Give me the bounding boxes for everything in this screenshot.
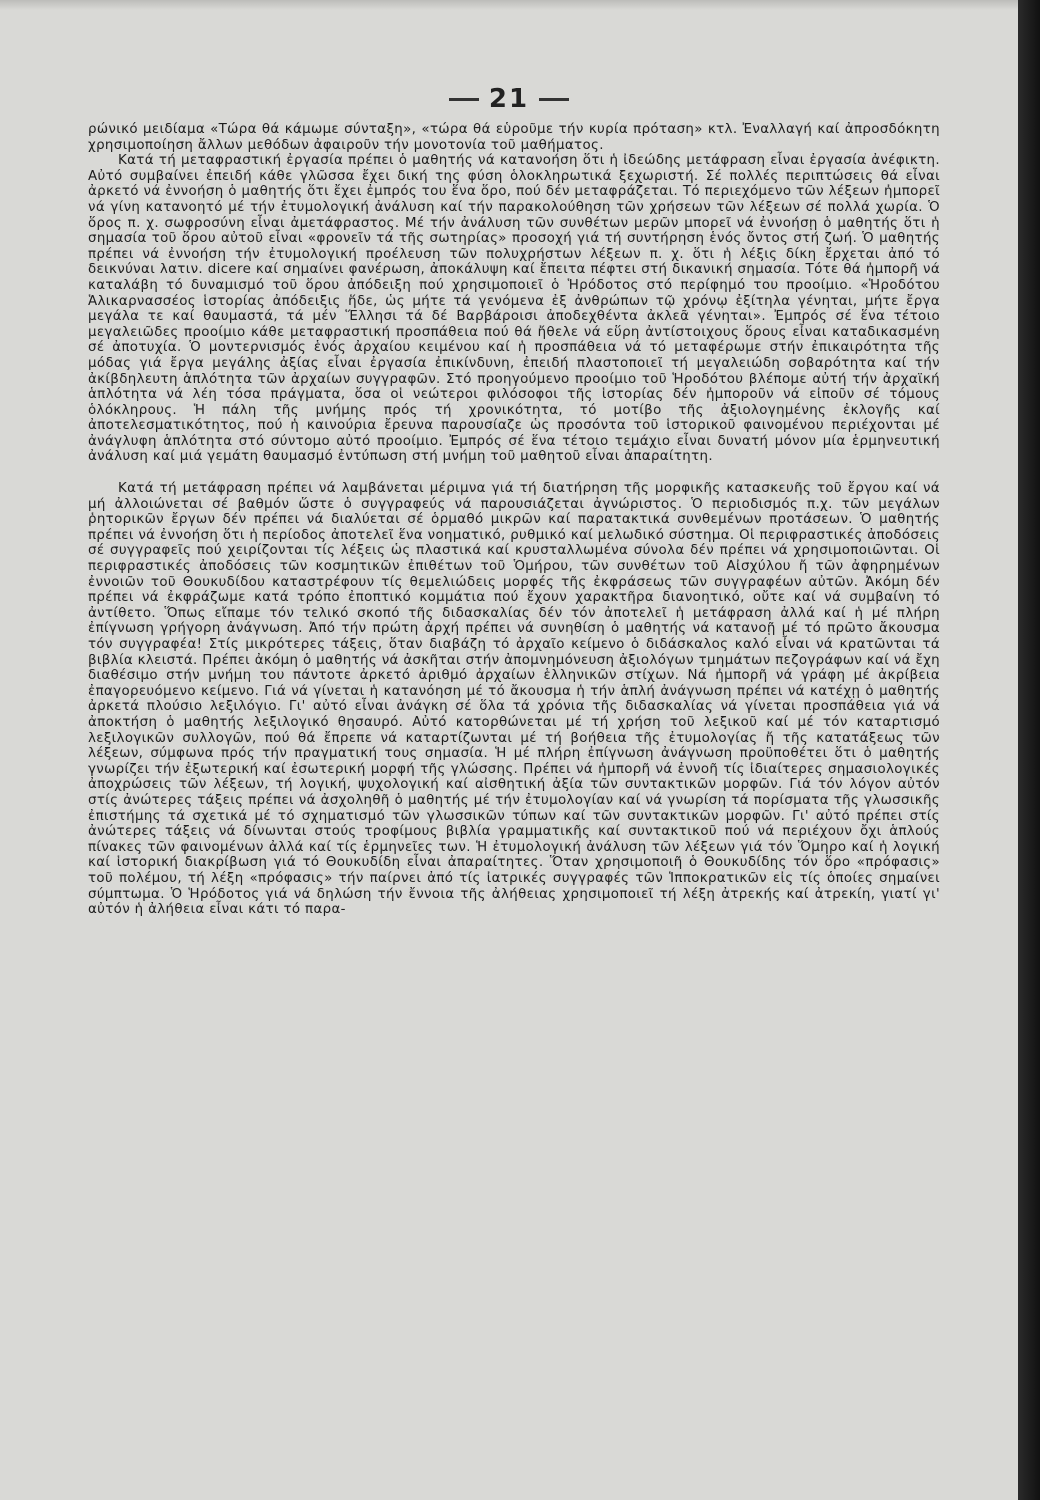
body-text bbox=[88, 122, 940, 918]
page-number-right-dash bbox=[539, 98, 569, 101]
scan-top-edge bbox=[0, 0, 1018, 10]
page-number bbox=[0, 84, 1018, 114]
page-number-value: 21 bbox=[488, 84, 530, 114]
scan-binding-edge bbox=[1018, 0, 1040, 1500]
paragraph-1: ρώνικό μειδίαμα «Τώρα θά κάμωμε σύνταξη», «τώρα θά εὑροῦμε τήν κυρία πρόταση» κτλ. Ἐναλλαγή καί ἀπροσδόκητη χρησιμοποίηση ἄλλων μεθόδων ἀφαιροῦν τήν μονοτονία τοῦ μαθήματος. bbox=[88, 122, 940, 153]
paragraph-2: Κατά τή μεταφραστική ἐργασία πρέπει ὁ μαθητής νά κατανοήση ὅτι ἡ ἰδεώδης μετάφραση εἶναι ἐργασία ἀνέφικτη. Αὐτό συμβαίνει ἐπειδή κάθε γλῶσσα ἔχει δική της φύση ὁλοκληρωτικά ξεχωριστή. Σέ πολλές περιπτώσεις θά εἶναι ἀρκετό νά ἐννοήση ὁ μαθητής ὅτι ἔχει ἐμπρός του ἕνα ὅρο, πού δέν μεταφράζεται. Τό περιεχόμενο τῶν λέξεων ἠμπορεῖ νά γίνη κατανοητό μέ τήν ἐτυμολογική ἀνάλυση καί τήν παρακολούθηση τῶν χρήσεων τῶν λέξεων σέ πολλά χωρία. Ὁ ὅρος π. χ. σωφροσύνη εἶναι ἀμετάφραστος. Μέ τήν ἀνάλυση τῶν συνθέτων μερῶν μπορεῖ νά ἐννοήσῃ ὁ μαθητής ὅτι ἡ σημασία τοῦ ὅρου αὐτοῦ εἶναι «φρονεῖν τά τῆς σωτηρίας» προσοχή γιά τή συντήρηση ἑνός ὄντος στή ζωή. Ὁ μαθητής πρέπει νά ἐννοήση τήν ἐτυμολογική προέλευση τῶν πολυχρήστων λέξεων π. χ. ὅτι ἡ λέξις δίκη ἔρχεται ἀπό τό δεικνύναι λατιν. dicere καί σημαίνει φανέρωση, ἀποκάλυψη καί ἔπειτα πέφτει στή δικανική σημασία. Τότε θά ἠμπορῆ νά καταλάβη τό δυναμισμό τοῦ ὅρου ἀπόδειξη πού χρησιμοποιεῖ ὁ Ἡρόδοτος στό περίφημό του προοίμιο. «Ἡροδότου Ἁλικαρνασσέος ἱστορίας ἀπόδειξις ἥδε, ὡς μήτε τά γενόμενα ἐξ ἀνθρώπων τῷ χρόνῳ ἐξίτηλα γένηται, μήτε ἔργα μεγάλα τε καί θαυμαστά, τά μέν Ἕλλησι τά δέ Βαρβάροισι ἀποδεχθέντα ἀκλεᾶ γένηται». Ἐμπρός σέ ἕνα τέτοιο μεγαλειῶδες προοίμιο κάθε μεταφραστική προσπάθεια πού θά ἤθελε νά εὕρη ἀντίστοιχους ὅρους εἶναι καταδικασμένη σέ ἀποτυχία. Ὁ μοντερνισμός ἑνός ἀρχαίου κειμένου καί ἡ προσπάθεια νά τό μεταφέρωμε στήν ἐπικαιρότητα τῆς μόδας γιά ἔργα μεγάλης ἀξίας εἶναι ἐργασία ἐπικίνδυνη, ἐπειδή πλαστοποιεῖ τή μεγαλειώδη σοβαρότητα καί τήν ἀκίβδηλευτη ἁπλότητα τῶν ἀρχαίων συγγραφῶν. Στό προηγούμενο προοίμιο τοῦ Ἡροδότου βλέπομε αὐτή τήν ἀρχαϊκή ἁπλότητα νά λέη τόσα πράγματα, ὅσα οἱ νεώτεροι φιλόσοφοι τῆς ἱστορίας δέν ἠμποροῦν νά εἰποῦν σέ τόμους ὁλόκληρους. Ἡ πάλη τῆς μνήμης πρός τή χρονικότητα, τό μοτίβο τῆς ἀξιολογημένης ἐκλογῆς καί ἀποτελεσματικότητος, πού ἡ καινούρια ἔρευνα παρουσίαζε ὡς προσόντα τοῦ ἱστορικοῦ φαινομένου περιέχονται μέ ἀνάγλυφη ἁπλότητα στό σύντομο αὐτό προοίμιο. Ἐμπρός σέ ἕνα τέτοιο τεμάχιο εἶναι δυνατή μόνον μία ἑρμηνευτική ἀνάλυση καί μιά γεμάτη θαυμασμό ἐντύπωση στή μνήμη τοῦ μαθητοῦ εἶναι ἀπαραίτητη. bbox=[88, 153, 940, 465]
paragraph-3: Κατά τή μετάφραση πρέπει νά λαμβάνεται μέριμνα γιά τή διατήρηση τῆς μορφικῆς κατασκευῆς τοῦ ἔργου καί νά μή ἀλλοιώνεται σέ βαθμόν ὥστε ὁ συγγραφεύς νά παρουσιάζεται ἀγνώριστος. Ὁ περιοδισμός π.χ. τῶν μεγάλων ῥητορικῶν ἔργων δέν πρέπει νά διαλύεται σέ ὁρμαθό μικρῶν καί παρατακτικά συνθεμένων προτάσεων. Ὁ μαθητής πρέπει νά ἐννοήση ὅτι ἡ περίοδος ἀποτελεῖ ἕνα νοηματικό, ρυθμικό καί μελωδικό σύστημα. Οἱ περιφραστικές ἀποδόσεις σέ συγγραφεῖς πού χειρίζονται τίς λέξεις ὡς πλαστικά καί κρυσταλλωμένα σύνολα δέν πρέπει νά χρησιμοποιῶνται. Οἱ περιφραστικές ἀποδόσεις τῶν κοσμητικῶν ἐπιθέτων τοῦ Ὁμήρου, τῶν συνθέτων τοῦ Αἰσχύλου ἤ τῶν ἀφηρημένων ἐννοιῶν τοῦ Θουκυδίδου καταστρέφουν τίς θεμελιώδεις μορφές τῆς ἐκφράσεως τῶν συγγραφέων αὐτῶν. Ἀκόμη δέν πρέπει νά ἐκφράζωμε κατά τρόπο ἐποπτικό κομμάτια πού ἔχουν χαρακτῆρα διανοητικό, οὔτε καί νά συμβαίνη τό ἀντίθετο. Ὅπως εἴπαμε τόν τελικό σκοπό τῆς διδασκαλίας δέν τόν ἀποτελεῖ ἡ μετάφραση ἀλλά καί ἡ μέ πλήρη ἐπίγνωση γρήγορη ἀνάγνωση. Ἀπό τήν πρώτη ἀρχή πρέπει νά συνηθίση ὁ μαθητής νά κατανοῇ μέ τό πρῶτο ἄκουσμα τόν συγγραφέα! Στίς μικρότερες τάξεις, ὅταν διαβάζη τό ἀρχαῖο κείμενο ὁ διδάσκαλος καλό εἶναι νά κρατῶνται τά βιβλία κλειστά. Πρέπει ἀκόμη ὁ μαθητής νά ἀσκῆται στήν ἀπομνημόνευση ἀξιολόγων τμημάτων πεζογράφων καί νά ἔχη διαθέσιμο στήν μνήμη του πάντοτε ἀρκετό ἀριθμό ἀρχαίων ἑλληνικῶν στίχων. Νά ἠμπορῆ νά γράφη μέ ἀκρίβεια ἐπαγορευόμενο κείμενο. Γιά νά γίνεται ἡ κατανόηση μέ τό ἄκουσμα ἡ τήν ἁπλή ἀνάγνωση πρέπει νά κατέχῃ ὁ μαθητής ἀρκετά πλούσιο λεξιλόγιο. Γι' αὐτό εἶναι ἀνάγκη σέ ὅλα τά χρόνια τῆς διδασκαλίας νά γίνεται προσπάθεια γιά νά ἀποκτήση ὁ μαθητής λεξιλογικό θησαυρό. Αὐτό κατορθώνεται μέ τή χρήση τοῦ λεξικοῦ καί μέ τόν καταρτισμό λεξιλογικῶν συλλογῶν, πού θά ἔπρεπε νά καταρτίζωνται μέ τή βοήθεια τῆς ἐτυμολογίας ἤ τῆς κατατάξεως τῶν λέξεων, σύμφωνα πρός τήν πραγματική τους σημασία. Ἡ μέ πλήρη ἐπίγνωση ἀνάγνωση προϋποθέτει ὅτι ὁ μαθητής γνωρίζει τήν ἐξωτερική καί ἐσωτερική μορφή τῆς γλώσσης. Πρέπει νά ἠμπορῆ νά ἐννοῆ τίς ἰδιαίτερες σημασιολογικές ἀποχρώσεις τῶν λέξεων, τή λογική, ψυχολογική καί αἰσθητική ἀξία τῶν συντακτικῶν μορφῶν. Γιά τόν λόγον αὐτόν στίς ἀνώτερες τάξεις πρέπει νά ἀσχοληθῆ ὁ μαθητής μέ τήν ἐτυμολογίαν καί νά γνωρίση τά πορίσματα τῆς γλωσσικῆς ἐπιστήμης τά σχετικά μέ τό σχηματισμό τῶν γλωσσικῶν τύπων καί τῶν συντακτικῶν μορφῶν. Γι' αὐτό πρέπει στίς ἀνώτερες τάξεις νά δίνωνται στούς τροφίμους βιβλία γραμματικῆς καί συντακτικοῦ πού νά περιέχουν ὄχι ἁπλούς πίνακες τῶν φαινομένων ἀλλά καί τίς ἑρμηνεῖες των. Ἡ ἐτυμολογική ἀνάλυση τῶν λέξεων γιά τόν Ὅμηρο καί ἡ λογική καί ἱστορική διακρίβωση γιά τό Θουκυδίδη εἶναι ἀπαραίτητες. Ὅταν χρησιμοποιῆ ὁ Θουκυδίδης τόν ὅρο «πρόφασις» τοῦ πολέμου, τή λέξη «πρόφασις» τήν παίρνει ἀπό τίς ἰατρικές συγγραφές τῶν Ἱπποκρατικῶν εἰς τίς ὁποίες σημαίνει σύμπτωμα. Ὁ Ἡρόδοτος γιά νά δηλώση τήν ἔννοια τῆς ἀλήθειας χρησιμοποιεῖ τή λέξη ἀτρεκής καί ἀτρεκίη, γιατί γι' αὐτόν ἡ ἀλήθεια εἶναι κάτι τό παρα- bbox=[88, 481, 940, 918]
page-number-left-dash bbox=[449, 98, 479, 101]
